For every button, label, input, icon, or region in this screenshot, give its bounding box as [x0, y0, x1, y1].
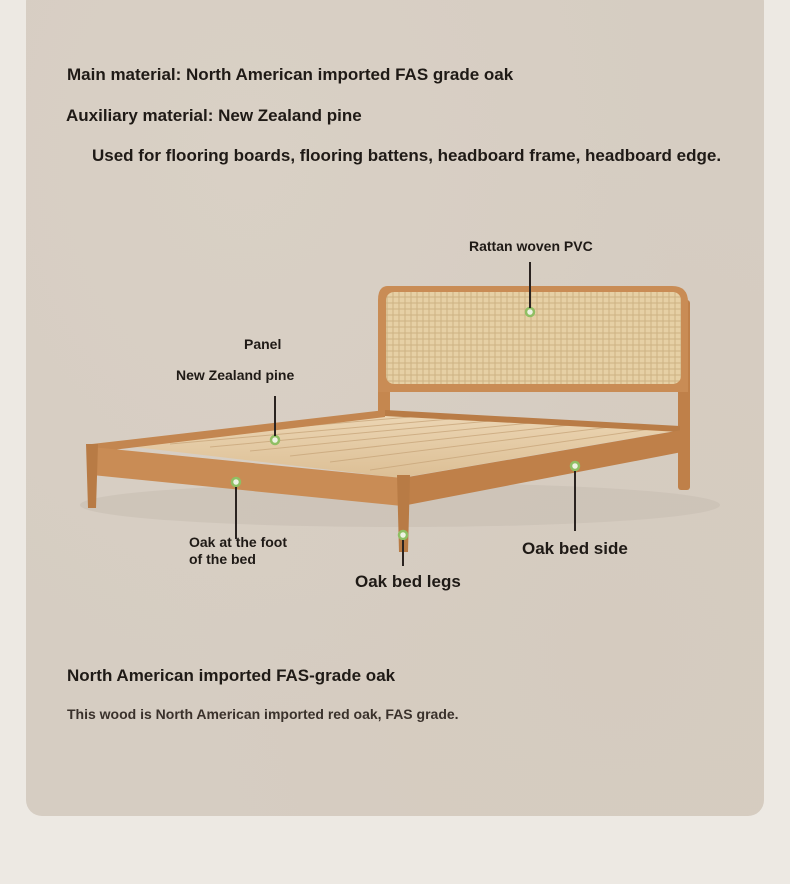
callout-nz-pine: New Zealand pine: [176, 367, 295, 383]
leader-legs: [402, 540, 404, 566]
marker-foot: [232, 478, 240, 486]
footer-title: North American imported FAS-grade oak: [67, 666, 396, 685]
callout-foot-line2: of the bed: [189, 551, 256, 567]
auxiliary-material-text: Auxiliary material: New Zealand pine: [66, 106, 362, 125]
marker-pine: [271, 436, 279, 444]
leader-rattan: [529, 262, 531, 308]
callout-foot-line1: Oak at the foot: [189, 534, 288, 550]
usage-note-text: Used for flooring boards, flooring battens, headboard frame, headboard edge.: [92, 146, 722, 165]
leader-foot: [235, 487, 237, 539]
callout-panel: Panel: [244, 336, 282, 352]
footer-description: This wood is North American imported red oak, FAS grade.: [67, 706, 459, 722]
callout-side: Oak bed side: [522, 539, 628, 558]
marker-rattan: [526, 308, 534, 316]
leg-back-left: [86, 444, 98, 508]
leg-front: [397, 475, 410, 552]
marker-side: [571, 462, 579, 470]
marker-legs: [399, 531, 407, 539]
callout-legs: Oak bed legs: [355, 572, 461, 591]
leader-pine: [274, 396, 276, 436]
leader-side: [574, 471, 576, 531]
rattan-panel: [386, 292, 681, 384]
callout-rattan: Rattan woven PVC: [469, 238, 593, 254]
main-material-text: Main material: North American imported FAS grade oak: [67, 65, 514, 84]
